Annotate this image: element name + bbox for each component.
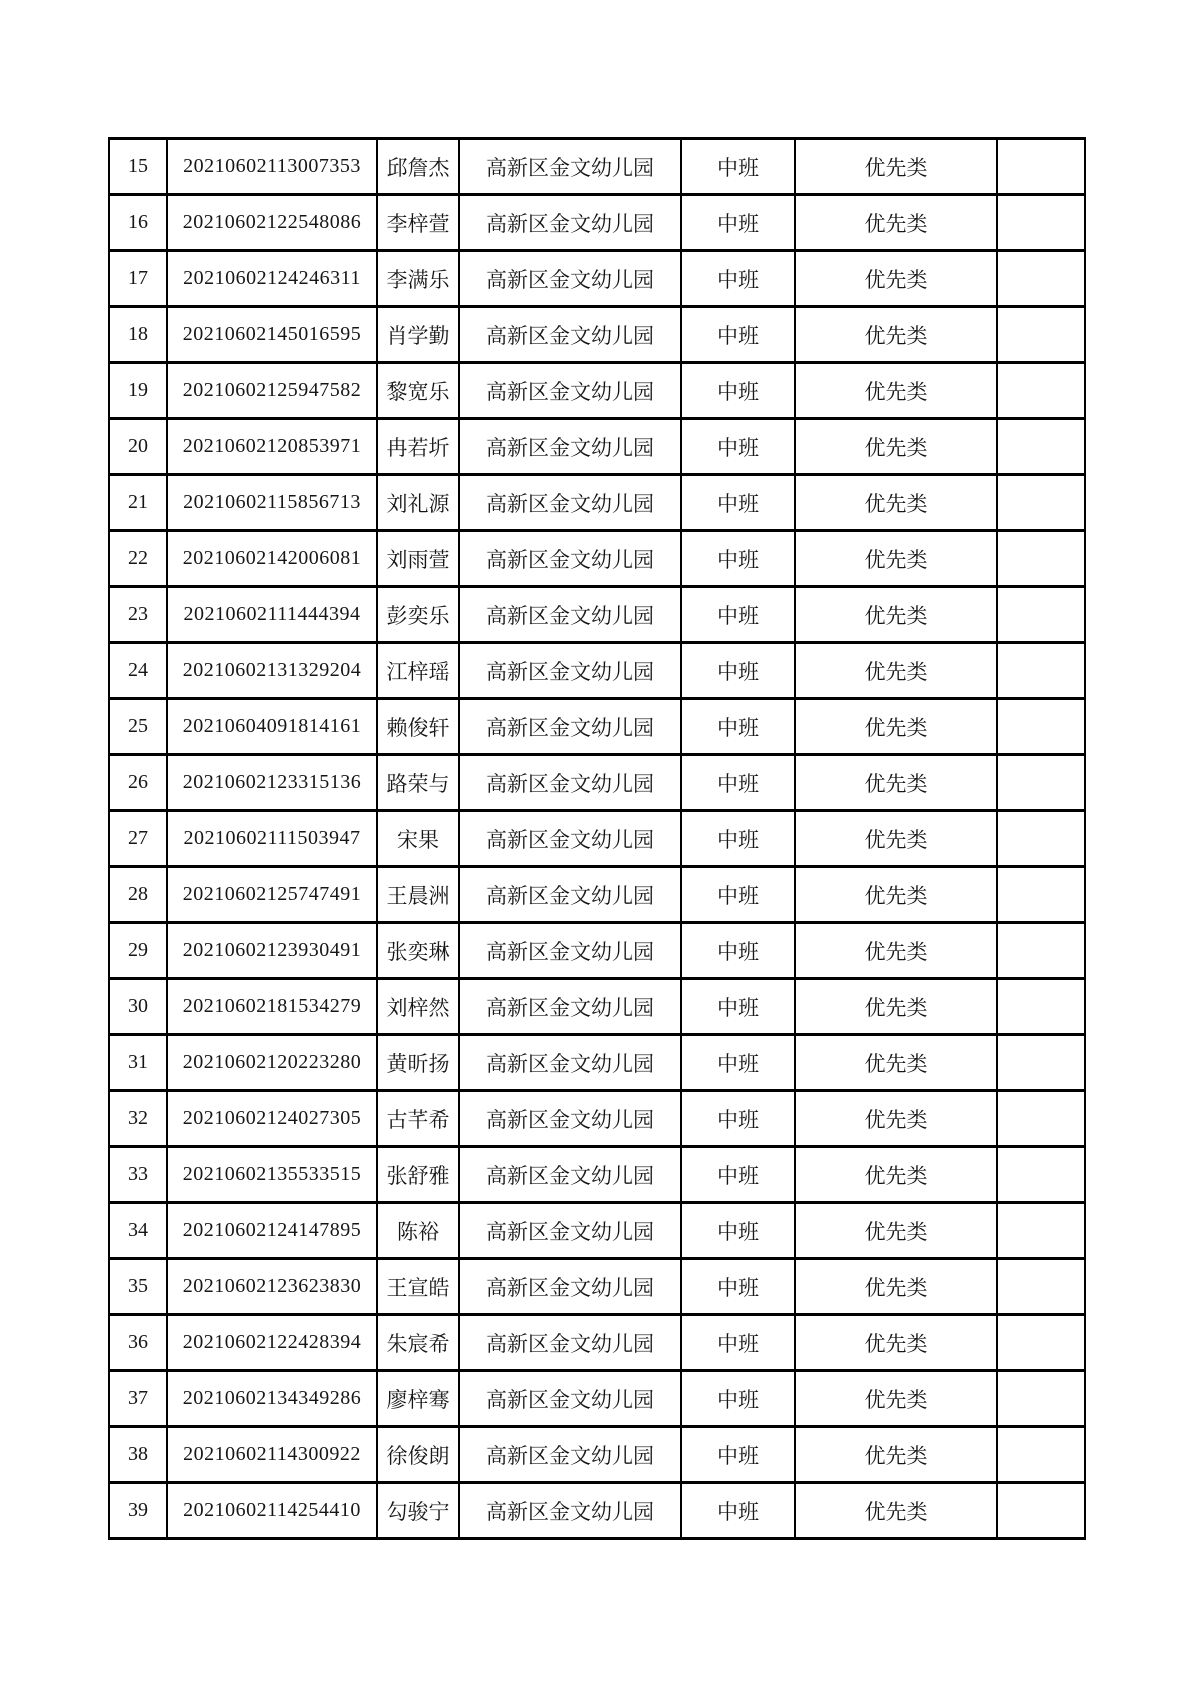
kindergarten-name: 高新区金文幼儿园 bbox=[459, 139, 681, 195]
student-name: 古芊希 bbox=[377, 1091, 459, 1147]
remark-cell bbox=[997, 307, 1085, 363]
registration-number: 20210602114254410 bbox=[167, 1483, 377, 1539]
student-name: 宋果 bbox=[377, 811, 459, 867]
row-number: 36 bbox=[109, 1315, 167, 1371]
admission-category: 优先类 bbox=[795, 251, 997, 307]
kindergarten-name: 高新区金文幼儿园 bbox=[459, 363, 681, 419]
student-name: 张舒雅 bbox=[377, 1147, 459, 1203]
student-name: 冉若圻 bbox=[377, 419, 459, 475]
admission-category: 优先类 bbox=[795, 643, 997, 699]
student-name: 廖梓骞 bbox=[377, 1371, 459, 1427]
student-name: 李梓萱 bbox=[377, 195, 459, 251]
remark-cell bbox=[997, 1371, 1085, 1427]
table-row bbox=[109, 195, 1085, 251]
row-number: 31 bbox=[109, 1035, 167, 1091]
remark-cell bbox=[997, 363, 1085, 419]
class-level: 中班 bbox=[681, 587, 795, 643]
registration-number: 20210602120853971 bbox=[167, 419, 377, 475]
registration-number: 20210602111503947 bbox=[167, 811, 377, 867]
registration-number: 20210602114300922 bbox=[167, 1427, 377, 1483]
kindergarten-name: 高新区金文幼儿园 bbox=[459, 251, 681, 307]
remark-cell bbox=[997, 1203, 1085, 1259]
table-row bbox=[109, 1483, 1085, 1539]
table-row bbox=[109, 587, 1085, 643]
row-number: 17 bbox=[109, 251, 167, 307]
table-row bbox=[109, 811, 1085, 867]
remark-cell bbox=[997, 531, 1085, 587]
row-number: 26 bbox=[109, 755, 167, 811]
remark-cell bbox=[997, 1035, 1085, 1091]
row-number: 16 bbox=[109, 195, 167, 251]
class-level: 中班 bbox=[681, 699, 795, 755]
admission-category: 优先类 bbox=[795, 363, 997, 419]
student-name: 勾骏宁 bbox=[377, 1483, 459, 1539]
registration-number: 20210602142006081 bbox=[167, 531, 377, 587]
registration-number: 20210602115856713 bbox=[167, 475, 377, 531]
admission-category: 优先类 bbox=[795, 699, 997, 755]
registration-number: 20210604091814161 bbox=[167, 699, 377, 755]
row-number: 19 bbox=[109, 363, 167, 419]
kindergarten-name: 高新区金文幼儿园 bbox=[459, 1483, 681, 1539]
student-name: 赖俊轩 bbox=[377, 699, 459, 755]
table-row bbox=[109, 139, 1085, 195]
registration-number: 20210602111444394 bbox=[167, 587, 377, 643]
admission-category: 优先类 bbox=[795, 867, 997, 923]
class-level: 中班 bbox=[681, 811, 795, 867]
registration-number: 20210602125747491 bbox=[167, 867, 377, 923]
table-row bbox=[109, 307, 1085, 363]
class-level: 中班 bbox=[681, 195, 795, 251]
row-number: 22 bbox=[109, 531, 167, 587]
kindergarten-name: 高新区金文幼儿园 bbox=[459, 1315, 681, 1371]
class-level: 中班 bbox=[681, 979, 795, 1035]
student-roster-table bbox=[108, 137, 1086, 1540]
remark-cell bbox=[997, 1259, 1085, 1315]
table-row bbox=[109, 1147, 1085, 1203]
kindergarten-name: 高新区金文幼儿园 bbox=[459, 867, 681, 923]
registration-number: 20210602145016595 bbox=[167, 307, 377, 363]
table-row bbox=[109, 1203, 1085, 1259]
registration-number: 20210602124246311 bbox=[167, 251, 377, 307]
class-level: 中班 bbox=[681, 1315, 795, 1371]
kindergarten-name: 高新区金文幼儿园 bbox=[459, 307, 681, 363]
kindergarten-name: 高新区金文幼儿园 bbox=[459, 643, 681, 699]
class-level: 中班 bbox=[681, 1203, 795, 1259]
registration-number: 20210602131329204 bbox=[167, 643, 377, 699]
admission-category: 优先类 bbox=[795, 1091, 997, 1147]
remark-cell bbox=[997, 755, 1085, 811]
class-level: 中班 bbox=[681, 363, 795, 419]
kindergarten-name: 高新区金文幼儿园 bbox=[459, 1035, 681, 1091]
row-number: 23 bbox=[109, 587, 167, 643]
student-name: 江梓瑶 bbox=[377, 643, 459, 699]
row-number: 20 bbox=[109, 419, 167, 475]
remark-cell bbox=[997, 699, 1085, 755]
admission-category: 优先类 bbox=[795, 1203, 997, 1259]
admission-category: 优先类 bbox=[795, 811, 997, 867]
table-row bbox=[109, 1091, 1085, 1147]
class-level: 中班 bbox=[681, 755, 795, 811]
remark-cell bbox=[997, 587, 1085, 643]
student-name: 李满乐 bbox=[377, 251, 459, 307]
registration-number: 20210602113007353 bbox=[167, 139, 377, 195]
table-body bbox=[109, 139, 1085, 1539]
student-name: 肖学勤 bbox=[377, 307, 459, 363]
student-name: 路荣与 bbox=[377, 755, 459, 811]
admission-category: 优先类 bbox=[795, 195, 997, 251]
admission-category: 优先类 bbox=[795, 307, 997, 363]
class-level: 中班 bbox=[681, 1147, 795, 1203]
row-number: 24 bbox=[109, 643, 167, 699]
class-level: 中班 bbox=[681, 139, 795, 195]
remark-cell bbox=[997, 979, 1085, 1035]
admission-category: 优先类 bbox=[795, 755, 997, 811]
table-row bbox=[109, 923, 1085, 979]
row-number: 27 bbox=[109, 811, 167, 867]
table-row bbox=[109, 755, 1085, 811]
class-level: 中班 bbox=[681, 307, 795, 363]
row-number: 15 bbox=[109, 139, 167, 195]
student-name: 刘礼源 bbox=[377, 475, 459, 531]
row-number: 25 bbox=[109, 699, 167, 755]
remark-cell bbox=[997, 923, 1085, 979]
remark-cell bbox=[997, 1427, 1085, 1483]
row-number: 30 bbox=[109, 979, 167, 1035]
kindergarten-name: 高新区金文幼儿园 bbox=[459, 1259, 681, 1315]
student-name: 王晨洲 bbox=[377, 867, 459, 923]
admission-category: 优先类 bbox=[795, 419, 997, 475]
student-name: 刘雨萱 bbox=[377, 531, 459, 587]
student-name: 黎宽乐 bbox=[377, 363, 459, 419]
remark-cell bbox=[997, 1483, 1085, 1539]
table-row bbox=[109, 643, 1085, 699]
kindergarten-name: 高新区金文幼儿园 bbox=[459, 531, 681, 587]
registration-number: 20210602124027305 bbox=[167, 1091, 377, 1147]
class-level: 中班 bbox=[681, 1483, 795, 1539]
table-row bbox=[109, 979, 1085, 1035]
kindergarten-name: 高新区金文幼儿园 bbox=[459, 979, 681, 1035]
admission-category: 优先类 bbox=[795, 475, 997, 531]
remark-cell bbox=[997, 139, 1085, 195]
registration-number: 20210602181534279 bbox=[167, 979, 377, 1035]
table-row bbox=[109, 475, 1085, 531]
row-number: 39 bbox=[109, 1483, 167, 1539]
admission-category: 优先类 bbox=[795, 1147, 997, 1203]
row-number: 21 bbox=[109, 475, 167, 531]
remark-cell bbox=[997, 195, 1085, 251]
class-level: 中班 bbox=[681, 1427, 795, 1483]
remark-cell bbox=[997, 475, 1085, 531]
student-name: 张奕琳 bbox=[377, 923, 459, 979]
table-row bbox=[109, 1427, 1085, 1483]
registration-number: 20210602120223280 bbox=[167, 1035, 377, 1091]
row-number: 35 bbox=[109, 1259, 167, 1315]
class-level: 中班 bbox=[681, 867, 795, 923]
admission-category: 优先类 bbox=[795, 1483, 997, 1539]
kindergarten-name: 高新区金文幼儿园 bbox=[459, 475, 681, 531]
student-name: 陈裕 bbox=[377, 1203, 459, 1259]
registration-number: 20210602124147895 bbox=[167, 1203, 377, 1259]
row-number: 28 bbox=[109, 867, 167, 923]
registration-number: 20210602134349286 bbox=[167, 1371, 377, 1427]
remark-cell bbox=[997, 1091, 1085, 1147]
kindergarten-name: 高新区金文幼儿园 bbox=[459, 1427, 681, 1483]
class-level: 中班 bbox=[681, 531, 795, 587]
admission-category: 优先类 bbox=[795, 531, 997, 587]
admission-category: 优先类 bbox=[795, 979, 997, 1035]
class-level: 中班 bbox=[681, 475, 795, 531]
class-level: 中班 bbox=[681, 1091, 795, 1147]
table-row bbox=[109, 1259, 1085, 1315]
admission-category: 优先类 bbox=[795, 1259, 997, 1315]
table-row bbox=[109, 363, 1085, 419]
table-row bbox=[109, 867, 1085, 923]
kindergarten-name: 高新区金文幼儿园 bbox=[459, 811, 681, 867]
row-number: 37 bbox=[109, 1371, 167, 1427]
class-level: 中班 bbox=[681, 923, 795, 979]
student-name: 徐俊朗 bbox=[377, 1427, 459, 1483]
table-row bbox=[109, 419, 1085, 475]
row-number: 32 bbox=[109, 1091, 167, 1147]
student-name: 彭奕乐 bbox=[377, 587, 459, 643]
row-number: 18 bbox=[109, 307, 167, 363]
registration-number: 20210602135533515 bbox=[167, 1147, 377, 1203]
registration-number: 20210602123623830 bbox=[167, 1259, 377, 1315]
class-level: 中班 bbox=[681, 643, 795, 699]
admission-category: 优先类 bbox=[795, 1035, 997, 1091]
registration-number: 20210602123315136 bbox=[167, 755, 377, 811]
remark-cell bbox=[997, 811, 1085, 867]
kindergarten-name: 高新区金文幼儿园 bbox=[459, 195, 681, 251]
table-row bbox=[109, 1371, 1085, 1427]
class-level: 中班 bbox=[681, 419, 795, 475]
table-row bbox=[109, 1035, 1085, 1091]
table-row bbox=[109, 531, 1085, 587]
registration-number: 20210602122428394 bbox=[167, 1315, 377, 1371]
kindergarten-name: 高新区金文幼儿园 bbox=[459, 1203, 681, 1259]
admission-category: 优先类 bbox=[795, 1315, 997, 1371]
kindergarten-name: 高新区金文幼儿园 bbox=[459, 1371, 681, 1427]
student-name: 黄昕扬 bbox=[377, 1035, 459, 1091]
table-row bbox=[109, 251, 1085, 307]
admission-category: 优先类 bbox=[795, 1371, 997, 1427]
remark-cell bbox=[997, 251, 1085, 307]
registration-number: 20210602125947582 bbox=[167, 363, 377, 419]
remark-cell bbox=[997, 1147, 1085, 1203]
kindergarten-name: 高新区金文幼儿园 bbox=[459, 1091, 681, 1147]
admission-category: 优先类 bbox=[795, 1427, 997, 1483]
remark-cell bbox=[997, 419, 1085, 475]
row-number: 29 bbox=[109, 923, 167, 979]
student-name: 朱宸希 bbox=[377, 1315, 459, 1371]
class-level: 中班 bbox=[681, 1035, 795, 1091]
kindergarten-name: 高新区金文幼儿园 bbox=[459, 699, 681, 755]
admission-category: 优先类 bbox=[795, 587, 997, 643]
row-number: 33 bbox=[109, 1147, 167, 1203]
row-number: 34 bbox=[109, 1203, 167, 1259]
admission-category: 优先类 bbox=[795, 923, 997, 979]
student-name: 邱詹杰 bbox=[377, 139, 459, 195]
remark-cell bbox=[997, 1315, 1085, 1371]
kindergarten-name: 高新区金文幼儿园 bbox=[459, 419, 681, 475]
remark-cell bbox=[997, 643, 1085, 699]
row-number: 38 bbox=[109, 1427, 167, 1483]
kindergarten-name: 高新区金文幼儿园 bbox=[459, 587, 681, 643]
kindergarten-name: 高新区金文幼儿园 bbox=[459, 755, 681, 811]
class-level: 中班 bbox=[681, 251, 795, 307]
student-name: 刘梓然 bbox=[377, 979, 459, 1035]
kindergarten-name: 高新区金文幼儿园 bbox=[459, 1147, 681, 1203]
kindergarten-name: 高新区金文幼儿园 bbox=[459, 923, 681, 979]
admission-category: 优先类 bbox=[795, 139, 997, 195]
remark-cell bbox=[997, 867, 1085, 923]
student-name: 王宣皓 bbox=[377, 1259, 459, 1315]
table-row bbox=[109, 1315, 1085, 1371]
registration-number: 20210602123930491 bbox=[167, 923, 377, 979]
registration-number: 20210602122548086 bbox=[167, 195, 377, 251]
class-level: 中班 bbox=[681, 1259, 795, 1315]
class-level: 中班 bbox=[681, 1371, 795, 1427]
table-row bbox=[109, 699, 1085, 755]
